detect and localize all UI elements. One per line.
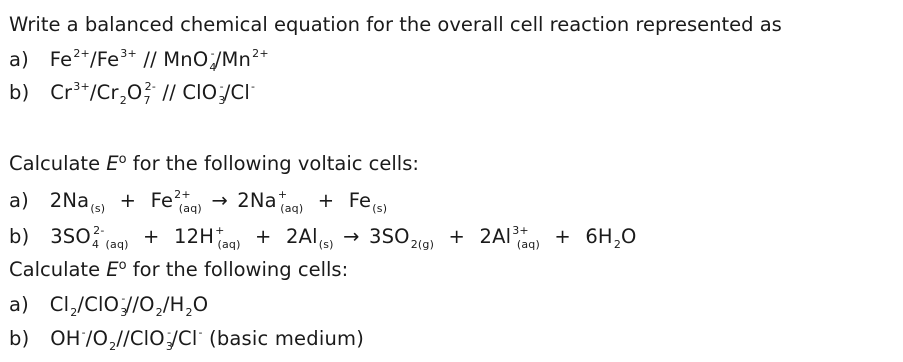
charge: - [167,326,172,339]
subscript: 2 [185,306,193,319]
formula-text: 2Al [479,225,512,248]
charge: - [121,292,126,305]
note-text: (basic medium) [202,327,365,350]
plus-sign: + [317,189,335,212]
formula-text: /Cl [171,327,198,350]
heading-text: for the following cells: [126,258,349,281]
heading-text: Calculate [9,152,107,175]
charge: 3+ [73,80,90,93]
formula-text: /Cl [223,81,250,104]
subscript: 4 [209,61,217,74]
subscript: 2 [119,94,127,107]
charge: + [277,188,288,201]
section2-heading [9,152,419,179]
formula-text: 12H [173,225,215,248]
formula-text: //O [125,293,155,316]
formula-text: 2Na [237,189,277,212]
state: (s) [90,202,106,215]
charge: - [81,326,86,339]
formula-text: /O [85,327,109,350]
subscript: 2 [155,306,163,319]
section2-item-b [9,225,637,252]
charge: 2- [93,224,105,237]
formula-text: // ClO [156,81,218,104]
formula-text: /H [162,293,185,316]
formula-text: 2Al [285,225,318,248]
standard-symbol: o [118,152,127,167]
item-label: b) [9,327,30,350]
formula-text: Fe [150,189,174,212]
charge: 3+ [512,224,529,237]
section1-heading: Write a balanced chemical equation for the overall cell reaction represented as [9,13,782,36]
plus-sign: + [554,225,571,248]
formula-text: // MnO [136,48,209,71]
reaction-arrow: → [343,225,360,248]
subscript: 2(g) [410,238,435,251]
formula-text: O [621,225,637,248]
formula-text: O [126,81,143,104]
item-label: a) [9,48,29,71]
formula-text: Cl [49,293,70,316]
formula-text: 2Na [49,189,90,212]
item-label: a) [9,189,29,212]
formula-text: OH [50,327,81,350]
subscript: 3 [120,306,128,319]
formula-text: Fe [49,48,73,71]
plus-sign: + [448,225,466,248]
section3-item-a [9,293,208,320]
charge: 3+ [120,47,137,60]
item-label: a) [9,293,29,316]
state: (s) [372,202,388,215]
charge: - [219,80,224,93]
formula-text: O [192,293,209,316]
formula-text: 3SO [369,225,410,248]
formula-text: 3SO [50,225,91,248]
formula-text: 6H [585,225,613,248]
state: (aq) [217,238,241,251]
state: (aq) [178,202,202,215]
standard-symbol: o [118,258,127,273]
charge: 2- [144,80,157,93]
subscript: 2 [109,340,117,353]
state: (s) [318,238,334,251]
item-label: b) [9,81,30,104]
formula-text: //ClO [116,327,165,350]
charge: - [250,80,256,93]
potential-symbol: E [106,258,119,281]
subscript: 4 [91,238,100,251]
state: (aq) [280,202,304,215]
charge: - [198,326,203,339]
formula-text: Cr [50,81,73,104]
charge: 2+ [252,47,269,60]
reaction-arrow: → [211,189,228,212]
section1-item-b [9,81,255,108]
subscript: 2 [613,238,622,251]
potential-symbol: E [106,152,119,175]
state: (aq) [516,238,540,251]
section1-item-a [9,48,269,75]
section3-heading [9,258,348,285]
formula-text: Fe [348,189,372,212]
state: (aq) [105,238,129,251]
formula-text: /Fe [89,48,120,71]
subscript: 7 [143,94,151,107]
formula-text: /ClO [77,293,120,316]
item-label: b) [9,225,30,248]
subscript: 3 [218,94,226,107]
section3-item-b [9,327,364,354]
subscript: 3 [165,340,174,353]
formula-text: /Mn [214,48,252,71]
charge: 2+ [73,47,90,60]
charge: - [210,47,215,60]
plus-sign: + [143,225,160,248]
plus-sign: + [255,225,272,248]
section2-item-a [9,189,387,216]
charge: 2+ [174,188,191,201]
heading-text: Calculate [9,258,107,281]
heading-text: for the following voltaic cells: [126,152,419,175]
plus-sign: + [119,189,137,212]
subscript: 2 [70,306,78,319]
formula-text: /Cr [89,81,119,104]
charge: + [215,224,225,237]
